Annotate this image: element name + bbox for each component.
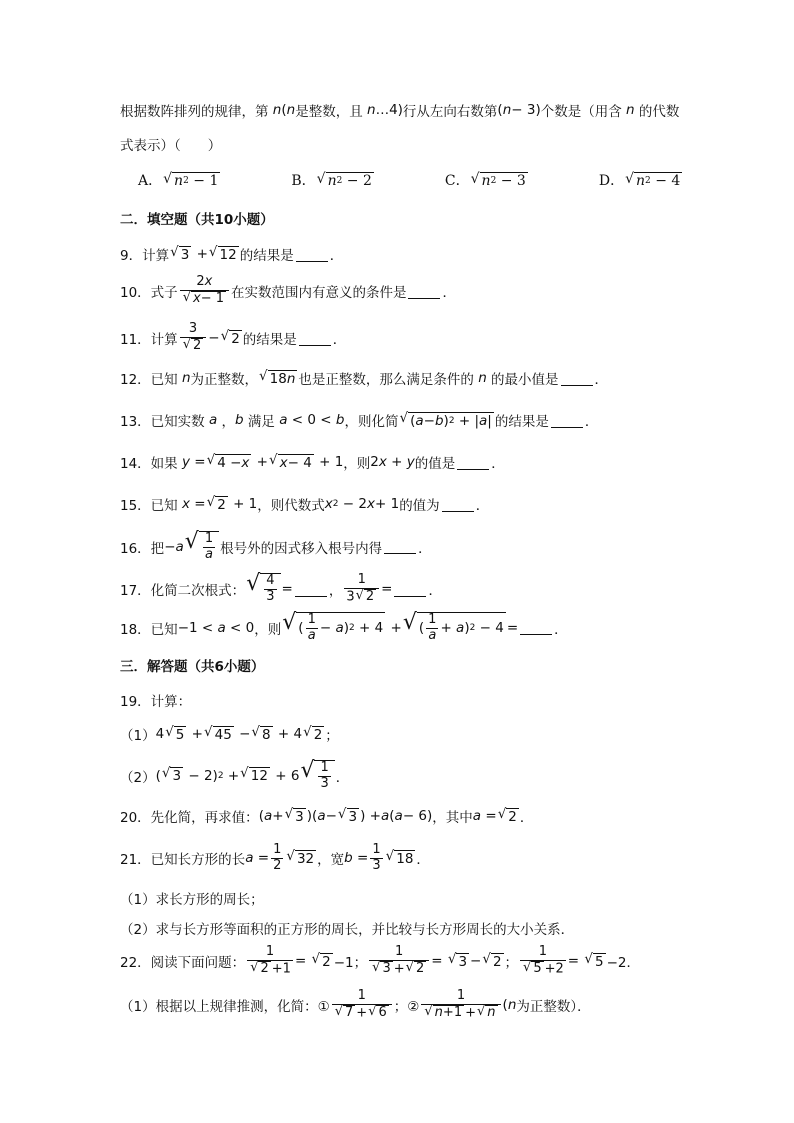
answer-blank[interactable]: [561, 371, 593, 386]
answer-blank[interactable]: [457, 455, 489, 470]
question-19-part-2: （2） ( √ 3 − 2) 2 + √ 12 + 6 √ $\frac{1}{3}$ ．: [120, 758, 350, 791]
answer-blank[interactable]: [384, 539, 416, 554]
question-15: 15．已知 x = √ 2 + 1 ，则代数式 x 2 − 2 x + 1 的值为 ．: [120, 493, 490, 514]
answer-blank[interactable]: [296, 247, 328, 262]
option-b[interactable]: B． √ n 2 − 2: [291, 170, 372, 189]
question-8-options: [138, 170, 683, 190]
question-12: 12．已知 n 为正整数， √ 18 n 也是正整数，那么满足条件的 n 的最小值是 ．: [120, 367, 609, 388]
question-9: 9．计算 √ 3 + √ 12 的结果是 ．: [120, 243, 344, 264]
question-18: 18．已知 −1 < a < 0 ，则 √ ( $\frac{1}{a}$ − a ) 2 + 4 + √ ( $\frac{1}{a}$ + a ) 2 − 4 = ．: [120, 610, 568, 643]
question-11: 11．计算 3 √ 2 − √ 2 的结果是 ．: [120, 321, 347, 353]
section-fill-header: 二．填空题（共10小题）: [120, 212, 274, 228]
question-21: 21．已知长方形的长 a = $\frac{1}{2}$ √ 32 ，宽 b = $\frac{1}{3}$ √ 18 ．: [120, 842, 430, 873]
answer-blank[interactable]: [299, 331, 331, 346]
question-22: 22．阅读下面问题： 1 √ 2 +1 = √ 2 −1； 1 √ 3 + √ 2 = √ 3 − √ 2 ； 1 √ 5 +2 = √ 5 −2．: [120, 944, 641, 977]
question-21-part-1: （1）求长方形的周长；: [120, 892, 264, 908]
option-c[interactable]: C． √ n 2 − 3: [444, 170, 526, 189]
answer-blank[interactable]: [295, 582, 327, 597]
question-13: 13．已知实数 a ， b 满足 a < 0 < b ，则化简 √ ( a − b ) 2 + | a | 的结果是 ．: [120, 409, 599, 430]
question-8-stem: 根据数阵排列的规律，第 n ( n 是整数，且 n …4) 行从左向右数第 ( n − 3) 个数是（用含 n 的代数: [120, 102, 680, 120]
question-21-part-2: （2）求与长方形等面积的正方形的周长，并比较与长方形周长的大小关系．: [120, 922, 575, 938]
option-a[interactable]: A． √ n 2 − 1: [138, 170, 219, 189]
question-19-part-1: （1） 4 √ 5 + √ 45 − √ 8 + 4 √ 2 ；: [120, 723, 339, 744]
question-19: 19．计算：: [120, 694, 192, 710]
question-20: 20．先化简，再求值： ( a + √ 3 )( a − √ 3 ) + a ( a − 6) ，其中 a = √ 2 ．: [120, 805, 534, 826]
question-10: 10．式子 2x √ x − 1 在实数范围内有意义的条件是 ．: [120, 274, 456, 306]
option-d[interactable]: D． √ n 2 − 4: [598, 170, 681, 189]
answer-blank[interactable]: [408, 284, 440, 299]
answer-blank[interactable]: [520, 620, 552, 635]
section-solve-header: 三．解答题（共6小题）: [120, 659, 265, 675]
answer-blank[interactable]: [551, 413, 583, 428]
question-22-part-1: （1）根据以上规律推测，化简：① 1 √ 7 + √ 6 ；② 1 √ n +1 + √ n ( n 为正整数）．: [120, 988, 591, 1021]
question-17: 17．化简二次根式： √ $\frac{4}{3}$ = ， 1 3 √ 2 = ．: [120, 571, 442, 605]
answer-blank[interactable]: [442, 497, 474, 512]
question-16: 16．把 − a √ $\frac{1}{a}$ 根号外的因式移入根号内得 ．: [120, 529, 432, 562]
answer-blank[interactable]: [394, 582, 426, 597]
question-14: 14．如果 y = √ 4 − x + √ x − 4 + 1 ，则 2 x + y 的值是 ．: [120, 451, 505, 472]
question-8-stem-cont: 式表示）（ ）: [120, 138, 222, 154]
